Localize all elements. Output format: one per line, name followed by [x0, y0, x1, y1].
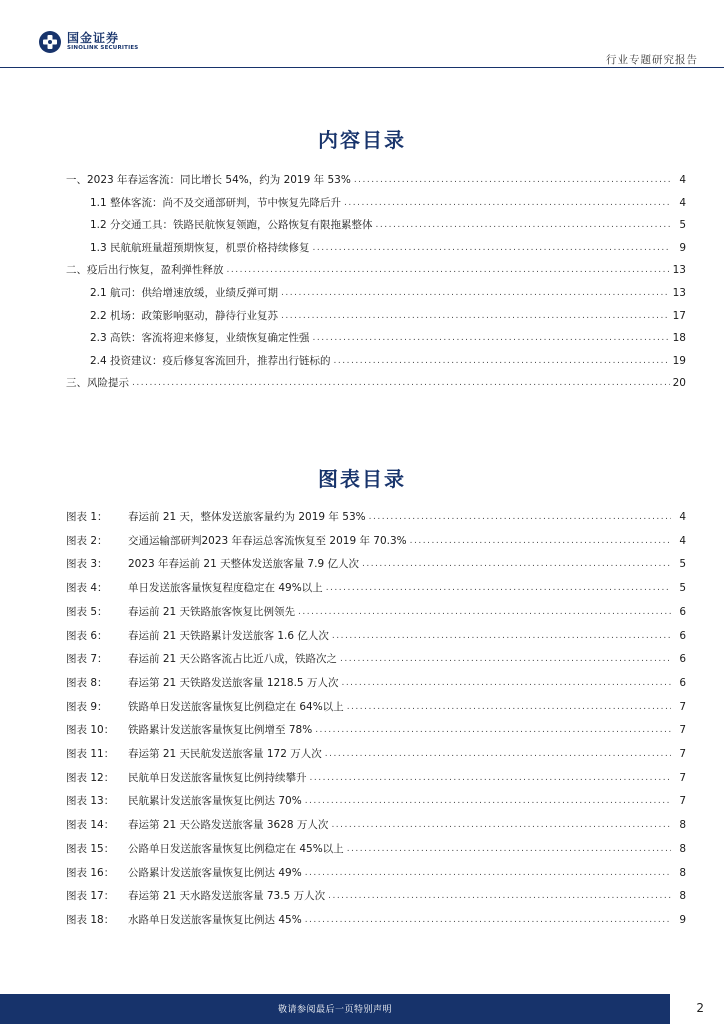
figure-entry-text: 春运前 21 天铁路累计发送旅客 1.6 亿人次 — [128, 629, 329, 642]
figure-entry-label: 图表 1： — [66, 511, 108, 523]
figure-leader-dots — [305, 913, 671, 927]
figure-entry-label: 图表 9： — [66, 700, 108, 713]
toc-entry-page: 19 — [672, 354, 686, 367]
toc-entry-text: 1.3 民航航班量超预期恢复，机票价格持续修复 — [90, 241, 310, 254]
footer-band — [0, 994, 670, 1024]
figure-entry-page: 6 — [679, 653, 686, 666]
figure-entry-text: 春运第 21 天公路发送旅客量 3628 万人次 — [128, 819, 329, 832]
toc-leader-dots — [354, 173, 671, 187]
header-divider — [0, 67, 724, 68]
figure-entry[interactable] — [66, 534, 686, 548]
footer-disclaimer: 敬请参阅最后一页特别声明 — [277, 1005, 392, 1015]
figure-entry[interactable] — [66, 605, 686, 619]
figure-leader-dots — [328, 889, 671, 903]
figure-entry[interactable] — [66, 629, 686, 643]
figure-entry-label: 图表 6： — [66, 629, 108, 642]
figure-entry[interactable] — [66, 771, 686, 785]
toc-leader-dots — [344, 196, 671, 210]
figure-entry-label: 图表 2： — [66, 534, 108, 547]
figure-entry-label: 图表 10： — [66, 724, 115, 737]
toc-leader-dots — [334, 354, 670, 368]
toc-entry[interactable] — [90, 354, 686, 368]
toc-entry-page: 4 — [679, 196, 686, 209]
figure-entry[interactable] — [66, 652, 686, 666]
toc-entry-text: 1.1 整体客流：尚不及交通部研判，节中恢复先降后升 — [90, 196, 342, 209]
figure-entry-text: 水路单日发送旅客量恢复比例达 45% — [128, 913, 302, 926]
figure-entry-text: 铁路累计发送旅客量恢复比例增至 78% — [128, 724, 313, 737]
figure-entry-label: 图表 17： — [66, 890, 115, 903]
toc-entry-page: 17 — [672, 309, 686, 322]
figure-entry-page: 8 — [679, 866, 686, 879]
figure-leader-dots — [325, 747, 671, 761]
toc-entry-text: 三、风险提示 — [66, 377, 129, 390]
figure-entry-page: 8 — [679, 842, 686, 855]
sinolink-logo-icon — [38, 30, 62, 54]
figure-leader-dots — [305, 866, 671, 880]
figure-entry-page: 9 — [679, 913, 686, 926]
figure-entry-page: 5 — [679, 582, 686, 595]
figure-entry[interactable] — [66, 557, 686, 571]
figure-entry-label: 图表 3： — [66, 558, 108, 571]
toc-entry[interactable] — [66, 173, 686, 187]
toc-leader-dots — [376, 218, 671, 232]
figure-leader-dots — [331, 818, 671, 832]
figure-entry-label: 图表 4： — [66, 582, 108, 595]
logo-chinese-name: 国金证券 — [67, 31, 120, 46]
page-header — [0, 0, 724, 70]
figure-leader-dots — [347, 842, 671, 856]
toc-leader-dots — [281, 309, 670, 323]
toc-leader-dots — [227, 263, 670, 277]
figure-leader-dots — [369, 510, 671, 524]
figure-entry-page: 6 — [679, 629, 686, 642]
figure-leader-dots — [305, 794, 671, 808]
toc-entry[interactable] — [90, 241, 686, 255]
toc-entry-text: 一、2023 年春运客流：同比增长 54%，约为 2019 年 53% — [66, 174, 351, 186]
toc-title: 内容目录 — [318, 128, 406, 152]
toc-leader-dots — [281, 286, 670, 300]
figure-leader-dots — [410, 534, 671, 548]
figure-entry-page: 7 — [679, 771, 686, 784]
figure-entry-label: 图表 7： — [66, 653, 108, 666]
figure-entry-text: 交通运输部研判2023 年春运总客流恢复至 2019 年 70.3% — [128, 534, 407, 547]
logo-english-name: SINOLINK SECURITIES — [67, 45, 139, 52]
toc-entry-page: 5 — [679, 219, 686, 232]
figure-entry-page: 8 — [679, 819, 686, 832]
figure-entry-page: 6 — [679, 676, 686, 689]
figure-leader-dots — [340, 652, 671, 666]
figure-entry[interactable] — [66, 913, 686, 927]
page-footer — [0, 994, 724, 1024]
figure-leader-dots — [332, 629, 671, 643]
figure-entry-page: 4 — [679, 534, 686, 547]
figure-entry-page: 7 — [679, 724, 686, 737]
figure-entry-label: 图表 8： — [66, 676, 108, 689]
toc-entry-text: 二、疫后出行恢复，盈利弹性释放 — [66, 264, 224, 277]
toc-entry-text: 2.1 航司：供给增速放缓，业绩反弹可期 — [90, 287, 279, 299]
figure-entry-text: 民航单日发送旅客量恢复比例持续攀升 — [128, 771, 307, 784]
figure-entry-text: 春运前 21 天铁路旅客恢复比例领先 — [128, 605, 296, 618]
toc-entry-text: 2.3 高铁：客流将迎来修复，业绩恢复确定性强 — [90, 332, 310, 345]
toc-entry[interactable] — [66, 376, 686, 390]
figure-entry[interactable] — [66, 842, 686, 856]
figure-entry[interactable] — [66, 723, 686, 737]
figure-entry-page: 7 — [679, 748, 686, 760]
figure-leader-dots — [362, 557, 671, 571]
toc-leader-dots — [313, 241, 671, 255]
figure-entry-text: 春运第 21 天民航发送旅客量 172 万人次 — [128, 748, 322, 760]
toc-entry[interactable] — [90, 286, 686, 300]
figure-entry-page: 7 — [679, 795, 686, 808]
figure-entry-text: 春运第 21 天铁路发送旅客量 1218.5 万人次 — [128, 676, 339, 689]
figure-leader-dots — [315, 723, 671, 737]
toc-entry-text: 2.4 投资建议：疫后修复客流回升，推荐出行链标的 — [90, 354, 331, 367]
page-number: 2 — [696, 1001, 704, 1015]
figure-entry-label: 图表 18： — [66, 913, 115, 926]
figure-entry[interactable] — [66, 700, 686, 714]
figure-entry-page: 8 — [679, 890, 686, 903]
figure-entry-page: 5 — [679, 558, 686, 571]
figure-leader-dots — [298, 605, 671, 619]
figure-entry-label: 图表 13： — [66, 795, 115, 808]
figure-entry-text: 春运第 21 天水路发送旅客量 73.5 万人次 — [128, 890, 326, 903]
figure-entry[interactable] — [66, 510, 686, 524]
toc-entry-text: 1.2 分交通工具：铁路民航恢复领跑，公路恢复有限拖累整体 — [90, 219, 373, 232]
toc-entry-page: 20 — [672, 377, 686, 390]
figure-entry-label: 图表 11： — [66, 748, 115, 760]
figure-entry-text: 公路累计发送旅客量恢复比例达 49% — [128, 866, 302, 879]
figure-entry-label: 图表 12： — [66, 771, 115, 784]
figure-leader-dots — [347, 700, 671, 714]
toc-entry-text: 2.2 机场：政策影响驱动，静待行业复苏 — [90, 309, 279, 322]
figure-entry-page: 7 — [679, 700, 686, 713]
figure-entry-text: 春运前 21 天，整体发送旅客量约为 2019 年 53% — [128, 511, 366, 523]
toc-entry-page: 13 — [672, 264, 686, 277]
toc-leader-dots — [132, 376, 670, 390]
figure-entry-text: 民航累计发送旅客量恢复比例达 70% — [128, 795, 302, 808]
toc-entry-page: 9 — [679, 241, 686, 254]
figure-entry-label: 图表 15： — [66, 842, 115, 855]
report-type-label: 行业专题研究报告 — [606, 54, 698, 66]
toc-entry-page: 4 — [679, 174, 686, 186]
figure-entry-page: 4 — [679, 511, 686, 523]
figure-entry[interactable] — [66, 676, 686, 690]
figure-entry[interactable] — [66, 794, 686, 808]
figure-entry[interactable] — [66, 889, 686, 903]
toc-entry[interactable] — [90, 218, 686, 232]
figure-entry-label: 图表 5： — [66, 605, 108, 618]
company-logo — [38, 30, 138, 54]
figure-entry-page: 6 — [679, 605, 686, 618]
toc-entry-page: 13 — [672, 287, 686, 299]
figure-entry-label: 图表 14： — [66, 819, 115, 832]
figure-entry[interactable] — [66, 866, 686, 880]
toc-entry[interactable] — [90, 309, 686, 323]
figure-leader-dots — [310, 771, 672, 785]
toc-entry[interactable] — [66, 263, 686, 277]
toc-entry-page: 18 — [672, 332, 686, 345]
figure-entry-text: 铁路单日发送旅客量恢复比例稳定在 64%以上 — [128, 700, 344, 713]
figure-leader-dots — [326, 581, 671, 595]
figure-entry-label: 图表 16： — [66, 866, 115, 879]
toc-leader-dots — [313, 331, 670, 345]
figure-entry-text: 春运前 21 天公路客流占比近八成，铁路次之 — [128, 653, 338, 666]
toc-entry[interactable] — [90, 331, 686, 345]
figure-entry-text: 单日发送旅客量恢复程度稳定在 49%以上 — [128, 582, 323, 595]
figure-entry[interactable] — [66, 818, 686, 832]
figure-entry[interactable] — [66, 581, 686, 595]
figure-entry-text: 公路单日发送旅客量恢复比例稳定在 45%以上 — [128, 842, 344, 855]
figure-entry-text: 2023 年春运前 21 天整体发送旅客量 7.9 亿人次 — [128, 558, 359, 571]
toc-entry[interactable] — [90, 196, 686, 210]
figures-title: 图表目录 — [318, 467, 406, 491]
figure-entry[interactable] — [66, 747, 686, 761]
figure-leader-dots — [341, 676, 671, 690]
